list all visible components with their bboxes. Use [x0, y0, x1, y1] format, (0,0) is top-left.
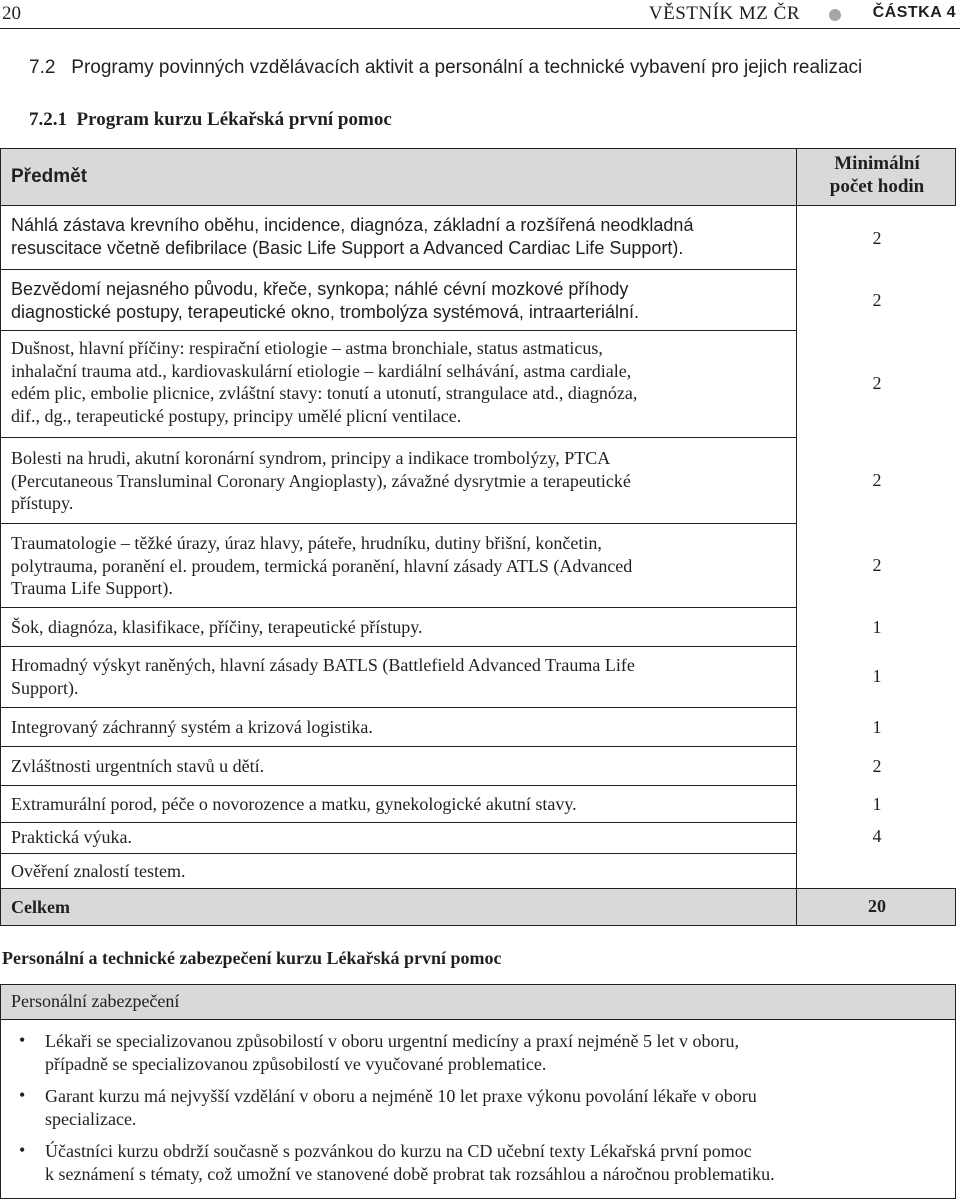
hours-value: 4 — [872, 826, 882, 846]
hours-value: 2 — [872, 756, 882, 776]
staffing-box-title: Personální zabezpečení — [0, 984, 956, 1020]
hours-value: 1 — [872, 794, 882, 814]
issue-part: ČÁSTKA 4 — [872, 4, 956, 21]
table-row: Bezvědomí nejasného původu, křeče, synkopa; náhlé cévní mozkové příhody diagnostické postupy, terapeutické okno, trombolýza systémová, intraarteriální. 2 — [0, 269, 960, 331]
hours-column-header: Minimální počet hodin — [829, 153, 925, 197]
staffing-list — [0, 1019, 956, 1199]
hours-value: 2 — [872, 373, 882, 393]
hours-value: 2 — [872, 470, 882, 490]
table-row: Bolesti na hrudi, akutní koronární syndrom, principy a indikace trombolýzy, PTCA (Percutaneous Transluminal Coronary Angioplasty), závažné dysrytmie a terapeutické přístupy. 2 — [0, 437, 960, 524]
table-row: Náhlá zástava krevního oběhu, incidence, diagnóza, základní a rozšířená neodkladná resuscitace včetně defibrilace (Basic Life Support a Advanced Cardiac Life Support). 2 — [0, 205, 960, 270]
subject-column-header: Předmět — [11, 166, 88, 187]
publication-title: VĚSTNÍK MZ ČR — [648, 3, 800, 24]
total-label: Celkem — [11, 897, 70, 917]
hours-value: 2 — [872, 290, 882, 310]
table-row: Šok, diagnóza, klasifikace, příčiny, terapeutické přístupy. 1 — [0, 607, 960, 647]
table-total-row — [0, 888, 960, 926]
table-row: Zvláštnosti urgentních stavů u dětí. 2 — [0, 746, 960, 786]
table-row: Ověření znalostí testem. — [0, 853, 960, 889]
table-row: Integrovaný záchranný systém a krizová logistika. 1 — [0, 707, 960, 747]
table-row: Praktická výuka. 4 — [0, 822, 960, 854]
total-hours: 20 — [868, 896, 886, 916]
running-header — [0, 0, 960, 29]
bullet-dot-icon — [829, 9, 841, 21]
list-item: Garant kurzu má nejvyšší vzdělání v oboru a nejméně 10 let praxe výkonu povolání lékaře v oboru specializace. — [45, 1086, 757, 1129]
page-number: 20 — [2, 3, 21, 24]
subject-header-cell — [0, 148, 797, 206]
list-item: Lékaři se specializovanou způsobilostí v oboru urgentní medicíny a praxí nejméně 5 let v oboru, případně se specializovanou způsobilostí ve vyučované problematice. — [45, 1031, 739, 1074]
list-item: Účastníci kurzu obdrží současně s pozvánkou do kurzu na CD učební texty Lékařská první pomoc k seznámení s tématy, což umožní ve stanovené době probrat tak rozsáhlou a náročnou problematiku. — [45, 1141, 775, 1184]
bullet-icon: • — [19, 1085, 26, 1105]
bullet-icon: • — [19, 1140, 26, 1160]
section-7-2-1-heading: 7.2.1 Program kurzu Lékařská první pomoc — [29, 109, 392, 130]
table-row: Dušnost, hlavní příčiny: respirační etiologie – astma bronchiale, status astmaticus, inhalační trauma atd., kardiovaskulární etiologie – kardiální selhávání, astma cardiale, edém plic, embolie plicnice, zvláštní stavy: tonutí a utonutí, strangulace atd., diagnóza, dif., dg., terapeutické postupy, principy umělé plicní ventilace. 2 — [0, 330, 960, 438]
hours-value: 1 — [872, 717, 882, 737]
hours-value: 2 — [872, 228, 882, 248]
table-row: Hromadný výskyt raněných, hlavní zásady BATLS (Battlefield Advanced Trauma Life Support). 1 — [0, 646, 960, 708]
hours-value: 1 — [872, 617, 882, 637]
table-row: Extramurální porod, péče o novorozence a matku, gynekologické akutní stavy. 1 — [0, 785, 960, 823]
hours-value: 1 — [872, 666, 882, 686]
hours-value: 2 — [872, 555, 882, 575]
bullet-icon: • — [19, 1030, 26, 1050]
table-row: Traumatologie – těžké úrazy, úraz hlavy, páteře, hrudníku, dutiny břišní, končetin, polytrauma, poranění el. proudem, termická poranění, hlavní zásady ATLS (Advanced Trauma Life Support). 2 — [0, 523, 960, 608]
section-7-2-heading: 7.2 Programy povinných vzdělávacích aktivit a personální a technické vybavení pro jejich realizaci — [29, 57, 863, 78]
staffing-heading: Personální a technické zabezpečení kurzu Lékařská první pomoc — [2, 948, 502, 968]
